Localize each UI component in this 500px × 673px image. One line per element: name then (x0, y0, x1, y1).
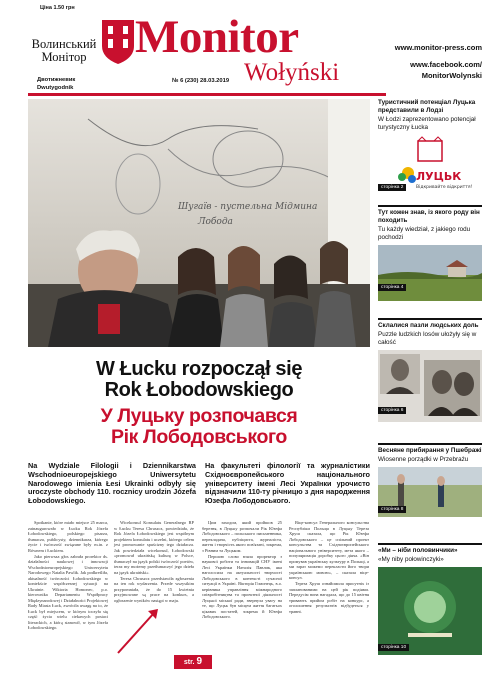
sidebar-story-1[interactable] (378, 99, 482, 197)
sidebar-story-3[interactable] (378, 318, 482, 422)
headline-ua-line1[interactable]: У Луцьку розпочався (100, 405, 298, 427)
body-paragraph: Першою слово взяла проректор з наукової роботи та інновацій СНУ імені Лесі Українки Наталія Павлик, яка наголосила на актуальності творчості Лободовського в контексті сучасної ситуації в Україні. Вікторія Гомонець, в.о. керівника управління міжнародного співробітництва та проектної діяльності Луцької міської ради, звернула увагу на те, що Луцьк був місцем життя багатьох цікавих постатей, зокрема й Юзефа Лободовського. (202, 553, 282, 619)
logo-monitor: Monitor (135, 11, 299, 63)
sidebar-story-title[interactable]: «Ми – ніби половинчики» (378, 547, 458, 554)
sidebar-divider (378, 443, 482, 445)
sidebar-story-title[interactable]: Склалися пазли людських доль (378, 322, 479, 329)
page-reference-label: str. (183, 659, 195, 666)
sidebar-story-subtitle: Puzzle ludzkich losów ułożyły się w całość (378, 331, 477, 346)
sidebar-divider (378, 318, 482, 320)
website-link[interactable]: www.monitor-press.com (394, 43, 482, 52)
body-paragraph: Цим заходом, який пройшов 25 березня, в Луцьку розпочали Рік Юзефа Лободовського – польського письменника, перекладача, публіциста, журналіста, життя і творчість якого пов'язані, зокрема, з Рівним та Луцьком. (202, 520, 282, 553)
ua-title-line1: Волинський (31, 37, 97, 51)
body-paragraph: Wicekonsul Konsulatu Generalnego RP w Łucku Teresa Chruszcz, powiedziała, że Rok Józefa Łobodowskiego jest wspólnym projektem konsulatu i uczelni, którego celem jest promowanie spuścizny tego działacza. Jak powiedziała wicekonsul, Łobodowski »promował ukraińską kulturę w Polsce, tłumaczył na język polski twórczość poetów, teraz my możemy przetłumaczyć jego dzieła na język ukraiński«. (114, 520, 194, 575)
sidebar-story-image (378, 135, 482, 197)
arrow-graphic-icon (114, 593, 170, 656)
page-tag: сторінка 6 (378, 407, 406, 414)
page-tag: сторінка 4 (378, 284, 406, 291)
page-tag: сторінка 2 (378, 184, 406, 191)
frequency-label (37, 77, 75, 92)
page-tag: сторінка 10 (378, 644, 409, 651)
sidebar-story-image (378, 245, 482, 301)
sidebar-story-subtitle: W Łodzi zaprezentowano potencjał turystyczny Łucka (378, 116, 476, 131)
headline-pl-line1[interactable]: W Łucku rozpoczął się (95, 358, 303, 380)
ua-title (29, 38, 99, 64)
masthead-links (395, 42, 482, 81)
headline-pl[interactable] (28, 359, 370, 401)
deck-ua: На факультеті філології та журналістики Східноєвропейського національного університету імені Лесі Українки урочисто відзначили 110-ту річницю з дня народження Юзефа Лободовського. (205, 461, 370, 506)
body-column-2 (114, 520, 194, 603)
frequency-ua: Двотижневик (37, 77, 76, 83)
sidebar-story-subtitle: Tu każdy wiedział, z jakiego rodu pochodzi (378, 226, 471, 241)
lutsk-logo-text: ЛУЦЬК (416, 170, 462, 183)
headline-ua[interactable] (28, 406, 370, 448)
audience-photo-icon (28, 99, 370, 347)
logo-wolynski: Wołyński (244, 59, 340, 86)
sidebar-divider (378, 543, 482, 545)
frequency-pl: Dwutygodnik (37, 84, 74, 91)
masthead (0, 0, 500, 96)
deck-pl: Na Wydziale Filologii i Dziennikarstwa Wschodnioeuropejskiego Uniwersytetu Narodowego imienia Łesi Ukrainki odbyły się uroczyste obchody 110. rocznicy urodzin Józefa Łobodowskiego. (28, 461, 196, 506)
price-label: Ціна 1.50 грн (40, 5, 75, 11)
sidebar-divider (378, 205, 482, 207)
sidebar-story-title[interactable]: Туристичний потенціал Луцька представили в Лодзі (378, 99, 476, 114)
sidebar-story-2[interactable] (378, 205, 482, 301)
body-paragraph: Spotkanie, które miało miejsce 25 marca, zainaugurowało w Łucku Rok Józefa Łobodowskiego, polskiego pisarza, tłumacza, publicysty, dziennikarza, którego życie i twórczość związane były m.in. z Równem i Łuckiem. (28, 520, 108, 553)
sidebar-story-title[interactable]: Тут кожен знав, із якого роду він походить (378, 209, 480, 224)
ua-title-line2: Монітор (41, 50, 87, 64)
sidebar-story-5[interactable] (378, 543, 482, 655)
sidebar-story-image (378, 467, 482, 517)
body-paragraph: Тереза Хруш ознайомила присутніх із запланованими на цей рік подіями. Передусім вона нагадала, що до 15 квітня тривають прийом робіт на конкурс, а оголошення результатів відбудеться у травні. (289, 581, 369, 614)
body-column-4 (289, 520, 369, 670)
book-cover-icon (378, 567, 482, 655)
sidebar-story-image (378, 567, 482, 655)
wall-text-2: Лобода (198, 217, 233, 227)
sidebar-story-subtitle: «My niby połowinczyki» (378, 556, 444, 563)
masthead-rule (28, 93, 386, 96)
headline-ua-line2[interactable]: Рік Лободовського (111, 426, 287, 448)
lutsk-logo-tagline: Відкривайте відкриття! (416, 185, 473, 190)
body-paragraph: Jako pierwsza głos zabrała prorektor ds. działalności naukowej i innowacji Wschodnioeuropejskiego Uniwersytetu Narodowego Natalia Pawlik. Jak podkreśliła, aktualność twórczości Łobodowskiego w kontekście współczesnej sytuacji na Ukrainie. Wiktoria Homonec, p.o. kierownika Departamentu Współpracy Międzynarodowej i Działalności Projektowej Rady Miasta Łuck, zwróciła uwagę na to, że Łuck był miejscem, w którym toczyła się część życia wielu ciekawych postaci literackich, a którą stanowił, w tym Józefa Łobodowskiego. (28, 553, 108, 630)
sidebar-story-subtitle: Wiosenne porządki w Przebrażu (378, 456, 469, 463)
sidebar-story-image (378, 350, 482, 422)
page-tag: сторінка 8 (378, 506, 406, 513)
wall-text-1: Шугаїв - пустельна Мідмина (178, 202, 318, 212)
body-paragraph: Віце-консул Генерального консульства Республіки Польща в Луцьку Тереза Хруш сказала, що Рік Юзефа Лободовського – це спільний проект консульства та Східноєвропейського національного університету, мета якого – популяризація доробку цього діяча. «Він промував українську культуру в Польщі, а ми зараз можемо перекласти його твори українською мовою», – сказала віце-консул. (289, 520, 369, 580)
inline-arrow-graphic (114, 593, 170, 656)
main-photo (28, 99, 370, 347)
facebook-link-line2[interactable]: MonitorWolynski (421, 71, 482, 80)
monitor-emblem-icon (100, 20, 136, 64)
page-reference-number: 9 (196, 656, 203, 667)
facebook-link-line1[interactable]: www.facebook.com/ (410, 60, 482, 69)
sidebar-story-title[interactable]: Весняне прибирання у Пшебражі (378, 447, 482, 454)
body-column-1 (28, 520, 108, 670)
page-reference[interactable] (174, 655, 212, 669)
sidebar-story-4[interactable] (378, 443, 482, 517)
headline-pl-line2[interactable]: Rok Łobodowskiego (104, 379, 294, 401)
body-paragraph: Teresa Chruszcz przedstawiła zgłoszenia na ten rok wydarzenia. Przede wszystkim przypomniała, że do 15 kwietnia przyjmowane są prace na konkurs, a ogłoszenie wyników nastąpi w maju. (114, 575, 194, 603)
village-landscape-icon (378, 245, 482, 301)
body-column-3 (202, 520, 282, 670)
issue-number: № 6 (230) 28.03.2019 (172, 78, 230, 84)
facebook-link[interactable] (395, 59, 482, 81)
